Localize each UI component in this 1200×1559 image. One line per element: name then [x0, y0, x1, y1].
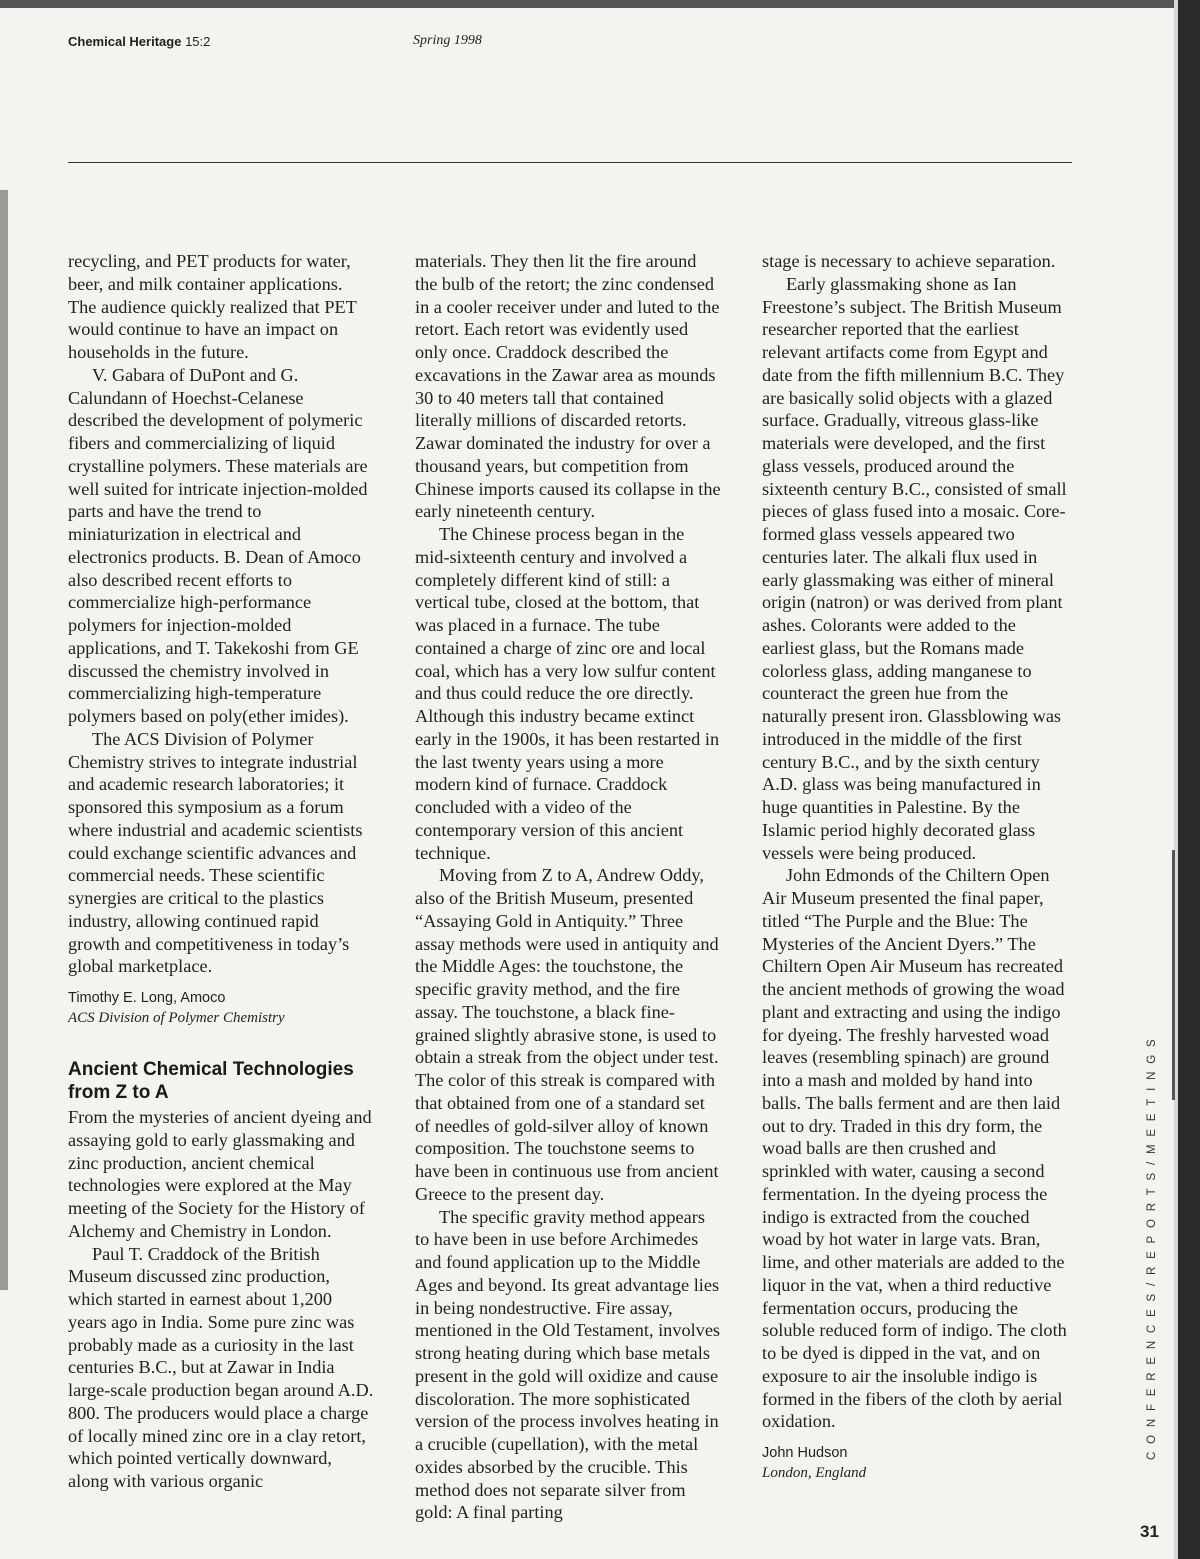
section-marker-bar — [1172, 850, 1175, 1100]
author-affiliation: ACS Division of Polymer Chemistry — [68, 1010, 285, 1026]
article-heading: Ancient Chemical Technologies from Z to A — [68, 1059, 354, 1103]
paragraph: Moving from Z to A, Andrew Oddy, also of the British Museum, presented “Assaying Gold in Antiquity.” Three assay methods were used in antiquity and the Middle Ages: the touchstone, the specific gravity method, and the fire assay. The touchstone, a black fine-grained slightly abrasive stone, is used to obtain a streak from the object under test. The color of this streak is compared with that obtained from one of a standard set of needles of gold-silver alloy of known composition. The touchstone seems to have been in continuous use from ancient Greece to the present day. — [415, 865, 719, 1204]
author-name: Timothy E. Long, Amoco — [68, 990, 226, 1006]
column-3 — [762, 250, 1068, 1483]
header-rule — [68, 162, 1072, 163]
paragraph: Early glassmaking shone as Ian Freestone’s subject. The British Museum researcher reported that the earliest relevant artifacts come from Egypt and date from the fifth millennium B.C. They are basically solid objects with a glazed surface. Gradually, vitreous glass-like materials were developed, and the first glass vessels, produced around the sixteenth century B.C., consisted of small pieces of glass fused into a mosaic. Core-formed glass vessels appeared two centuries later. The alkali flux used in early glassmaking was either of mineral origin (natron) or was derived from plant ashes. Colorants were added to the earliest glass, but the Romans made colorless glass, adding manganese to counteract the green hue from the naturally present iron. Glassblowing was introduced in the middle of the first century B.C., and by the sixth century A.D. glass was being manufactured in huge quantities in Palestine. By the Islamic period highly decorated glass vessels were being produced. — [762, 273, 1067, 863]
paragraph: V. Gabara of DuPont and G. Calundann of Hoechst-Celanese described the development of polymeric fibers and commercializing of liquid crystalline polymers. These materials are well suited for intricate injection-molded parts and have the trend to miniaturization in electrical and electronics products. B. Dean of Amoco also described recent efforts to commercialize high-performance polymers for injection-molded applications, and T. Takekoshi from GE discussed the chemistry involved in commercializing high-temperature polymers based on poly(ether imides). — [68, 364, 368, 726]
journal-volume: 15:2 — [185, 34, 211, 49]
running-header — [68, 34, 210, 49]
paragraph: stage is necessary to achieve separation. — [762, 251, 1056, 271]
author-affiliation: London, England — [762, 1465, 867, 1481]
scan-edge-left — [0, 190, 8, 1290]
scan-edge-top — [0, 0, 1200, 8]
paragraph: Paul T. Craddock of the British Museum discussed zinc production, which started in earnest about 1,200 years ago in India. Some pure zinc was probably made as a curiosity in the last centuries B.C., but at Zawar in India large-scale production began around A.D. 800. The producers would place a charge of locally mined zinc ore in a clay retort, which pointed vertically downward, along with various organic — [68, 1243, 374, 1491]
paragraph: The ACS Division of Polymer Chemistry strives to integrate industrial and academic research laboratories; it sponsored this symposium as a forum where industrial and academic scientists could exchange scientific advances and commercial needs. These scientific synergies are critical to the plastics industry, allowing continued rapid growth and competitiveness in today’s global marketplace. — [68, 728, 363, 977]
paragraph: recycling, and PET products for water, beer, and milk container applications. The audience quickly realized that PET would continue to have an impact on households in the future. — [68, 251, 357, 362]
paragraph: materials. They then lit the fire around the bulb of the retort; the zinc condensed in a cooler receiver under and luted to the retort. Each retort was evidently used only once. Craddock described the excavations in the Zawar area as mounds 30 to 40 meters tall that contained literally millions of discarded retorts. Zawar dominated the industry for over a thousand years, but competition from Chinese imports caused its collapse in the early nineteenth century. — [415, 251, 721, 522]
column-1 — [68, 250, 374, 1493]
section-label: CONFERENCES/REPORTS/MEETINGS — [1146, 1031, 1158, 1460]
author-name: John Hudson — [762, 1445, 848, 1461]
paragraph: The Chinese process began in the mid-sixteenth century and involved a completely different kind of still: a vertical tube, closed at the bottom, that was placed in a furnace. The tube contained a charge of zinc ore and local coal, which has a very low sulfur content and thus could reduce the ore directly. Although this industry became extinct early in the 1900s, it has been restarted in the last twenty years using a more modern kind of furnace. Craddock concluded with a video of the contemporary version of this ancient technique. — [415, 524, 720, 863]
issue-date: Spring 1998 — [413, 33, 482, 48]
column-2 — [415, 250, 721, 1524]
journal-title: Chemical Heritage — [68, 34, 182, 49]
page-number: 31 — [1140, 1522, 1159, 1541]
scan-edge-right — [1178, 0, 1200, 1559]
paragraph: John Edmonds of the Chiltern Open Air Museum presented the final paper, titled “The Purple and the Blue: The Mysteries of the Ancient Dyers.” The Chiltern Open Air Museum has recreated the ancient methods of growing the woad plant and extracting and using the indigo for dyeing. The freshly harvested woad leaves (resembling spinach) are ground into a mash and molded by hand into balls. The balls ferment and are then laid out to dry. Traded in this dry form, the woad balls are then crushed and sprinkled with water, causing a second fermentation. In the dyeing process the indigo is extracted from the couched woad by hot water in large vats. Bran, lime, and other materials are added to the liquor in the vat, when a third reductive fermentation occurs, producing the soluble reduced form of indigo. The cloth to be dyed is dipped in the vat, and on exposure to air the insoluble indigo is formed in the fibers of the cloth by aerial oxidation. — [762, 865, 1067, 1432]
paragraph: The specific gravity method appears to have been in use before Archimedes and found application up to the Middle Ages and beyond. Its great advantage lies in being nondestructive. Fire assay, mentioned in the Old Testament, involves strong heating during which base metals present in the gold will oxidize and cause discoloration. The more sophisticated version of the process involves heating in a crucible (cupellation), with the metal oxides absorbed by the crucible. This method does not separate silver from gold: A final parting — [415, 1206, 721, 1523]
paragraph: From the mysteries of ancient dyeing and assaying gold to early glassmaking and zinc production, ancient chemical technologies were explored at the May meeting of the Society for the History of Alchemy and Chemistry in London. — [68, 1107, 372, 1241]
